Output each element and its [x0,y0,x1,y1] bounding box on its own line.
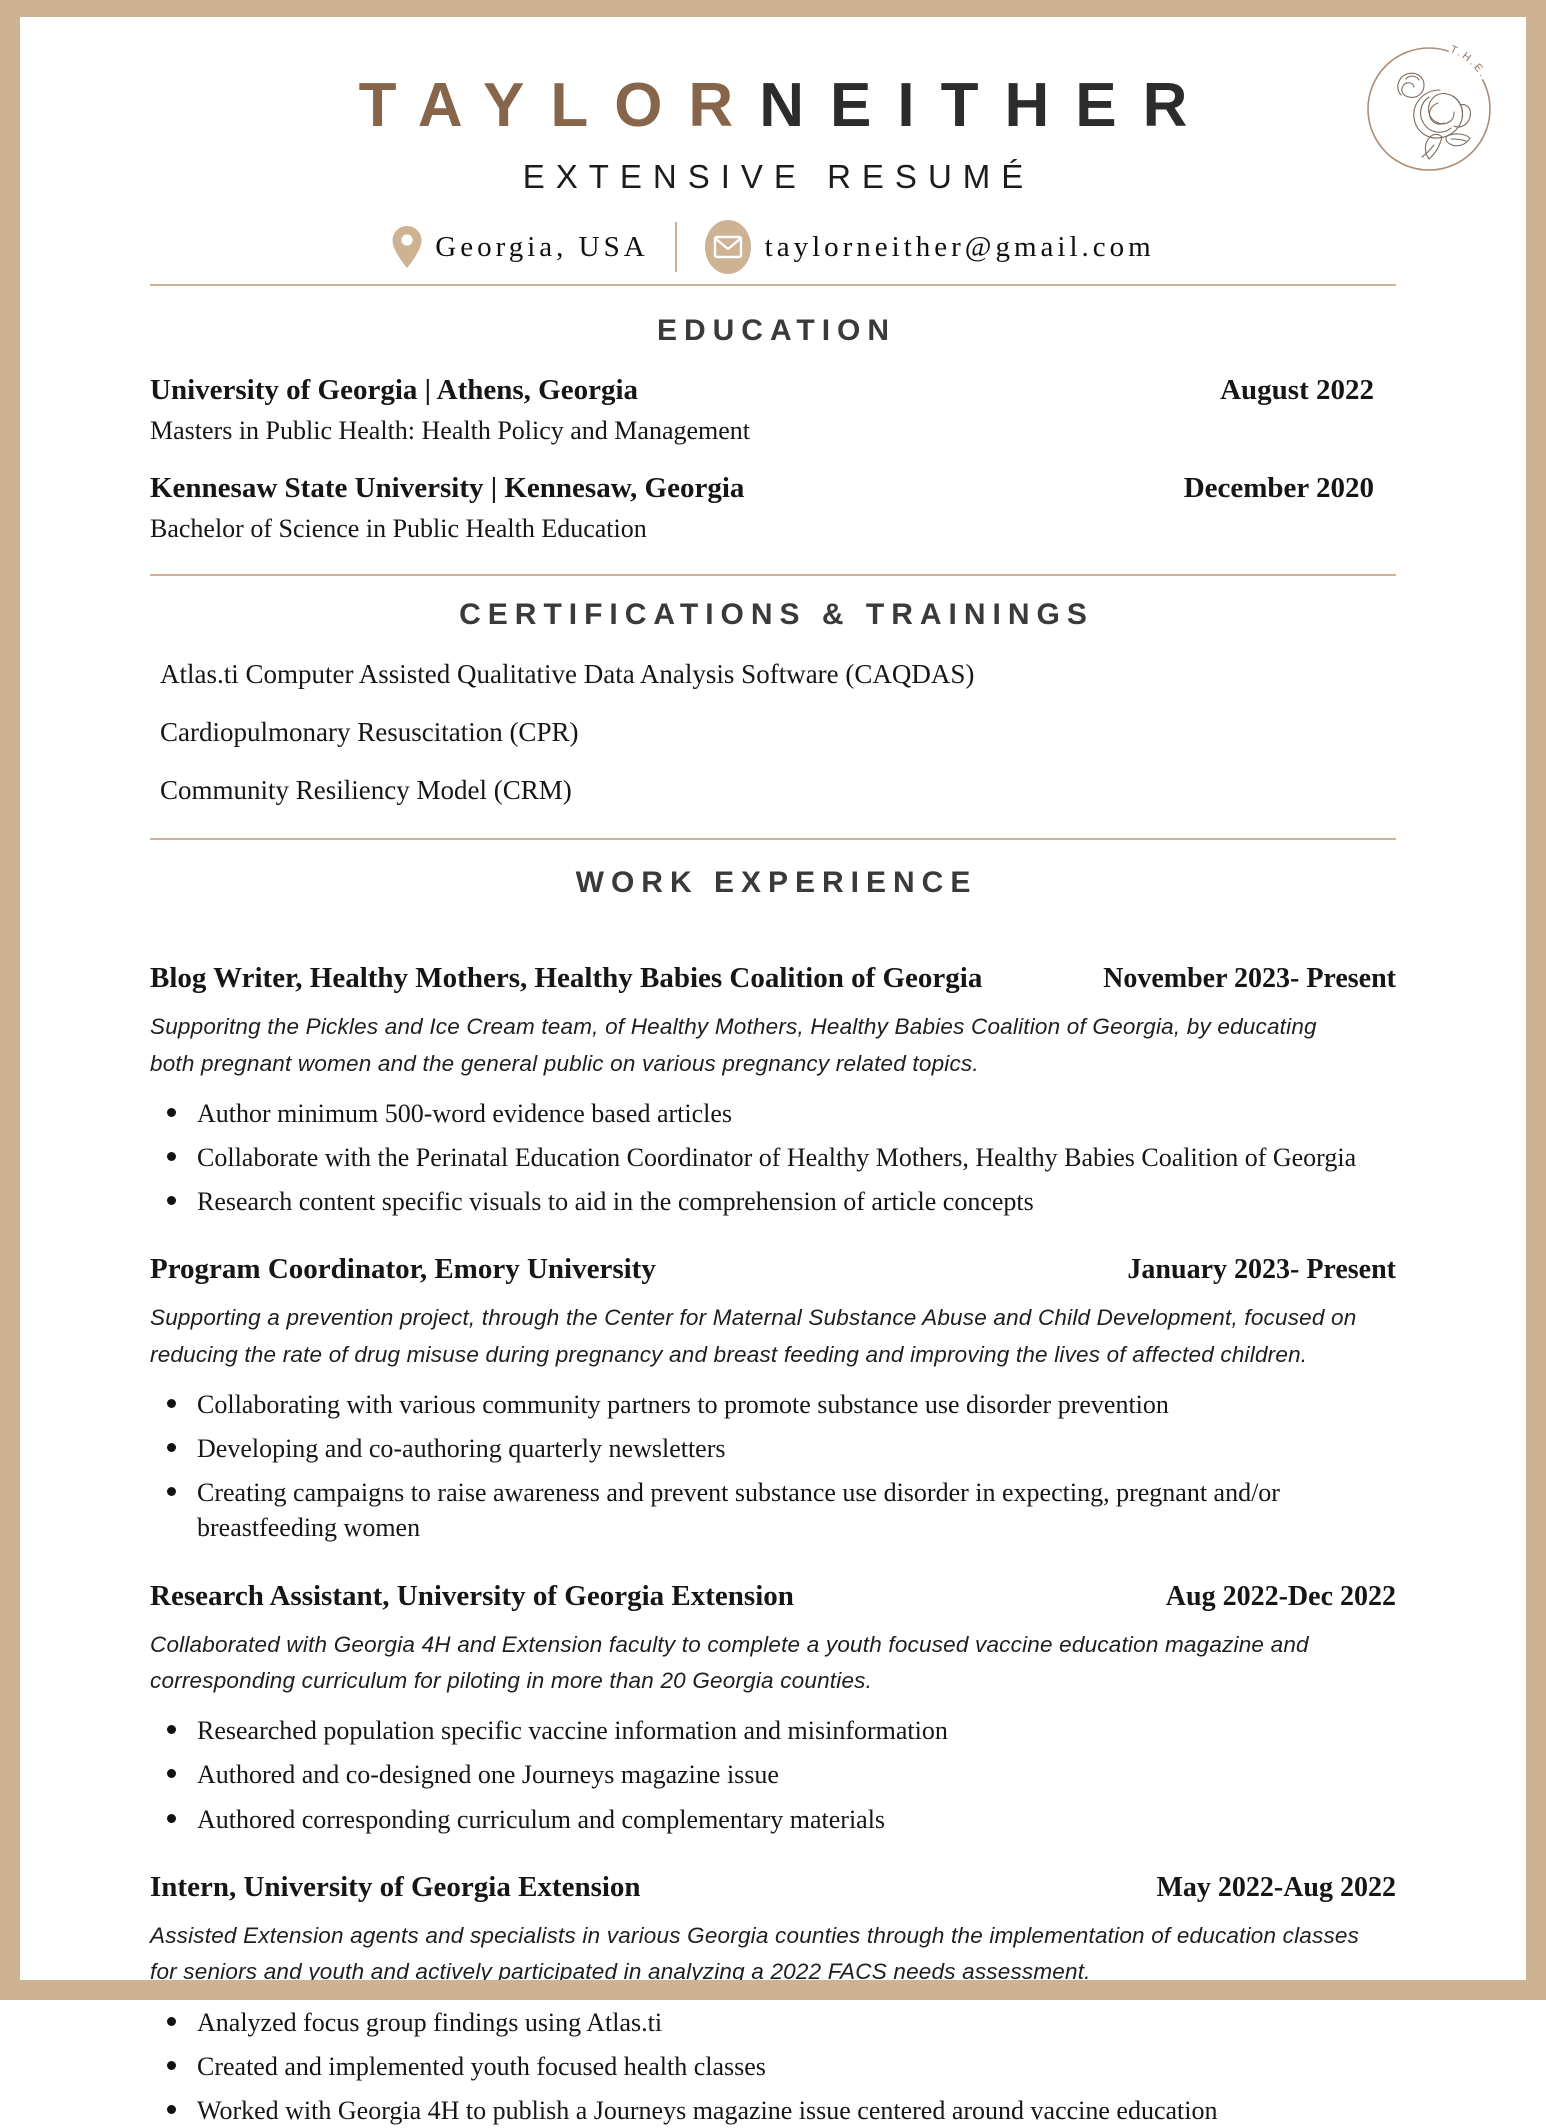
job-summary: Supporting a prevention project, through the Center for Maternal Substance Abuse and Child Development, focused on reducing the rate of drug misuse during pregnancy and breast feeding and improving the lives of affected children. [150,1305,1357,1367]
education-degree: Bachelor of Science in Public Health Education [150,514,647,544]
job-bullet: Collaborating with various community partners to promote substance use disorder prevention [150,1387,1396,1422]
job-date: May 2022-Aug 2022 [1156,1871,1396,1903]
certification-item: Community Resiliency Model (CRM) [160,775,572,806]
job-bullet: Researched population specific vaccine information and misinformation [150,1713,1396,1748]
education-date: August 2022 [1220,374,1374,407]
job-title: Research Assistant, University of Georgia Extension [150,1579,794,1612]
email-text: taylorneither@gmail.com [764,230,1155,263]
job-bullet-list [150,1096,1396,1219]
education-degree: Masters in Public Health: Health Policy and Management [150,416,751,446]
job-entry [150,1871,1396,2128]
person-first-name: TAYLOR [358,71,760,140]
job-title: Intern, University of Georgia Extension [150,1870,641,1903]
job-summary: Assisted Extension agents and specialists in various Georgia counties through the implementation of education classes for seniors and youth and actively participated in analyzing a 2022 FACS needs assessment. [150,1922,1360,1985]
job-entry [150,1253,1396,1545]
job-date: Aug 2022-Dec 2022 [1165,1580,1396,1612]
job-bullet: Analyzed focus group findings using Atlas.ti [150,2005,1396,2040]
contact-email [703,218,1155,276]
job-bullet: Authored and co-designed one Journeys magazine issue [150,1757,1396,1792]
contact-row [150,218,1396,276]
job-bullet: Research content specific visuals to aid in the comprehension of article concepts [150,1184,1396,1219]
resume-page [20,17,1526,2125]
education-entry [150,472,1396,544]
logo-monogram: T.H.E. [1448,43,1490,81]
job-date: November 2023- Present [1103,963,1396,995]
job-bullet-list [150,2005,1396,2128]
education-school: Kennesaw State University | Kennesaw, Georgia [150,472,745,505]
job-bullet: Creating campaigns to raise awareness and prevent substance use disorder in expecting, pregnant and/or breastfeeding women [150,1475,1396,1545]
education-date: December 2020 [1183,472,1374,505]
rose-emblem-icon [1354,33,1504,183]
person-last-name: NEITHER [759,71,1214,140]
job-entry [150,1580,1396,1837]
envelope-icon [703,218,753,276]
resume-subtitle: EXTENSIVE RESUMÉ [522,158,1035,196]
education-entry [150,374,1396,446]
job-bullet: Author minimum 500-word evidence based articles [150,1096,1396,1131]
map-pin-icon [391,225,423,269]
job-title: Program Coordinator, Emory University [150,1253,656,1286]
divider-below-certifications [150,838,1396,840]
job-bullet: Authored corresponding curriculum and complementary materials [150,1802,1396,1837]
contact-location [391,225,648,269]
job-entry [150,962,1396,1219]
education-school: University of Georgia | Athens, Georgia [150,374,639,407]
job-summary: Supporitng the Pickles and Ice Cream team, of Healthy Mothers, Healthy Babies Coalition of Georgia, by educating both pregnant women and the general public on various pregnancy related topics. [150,1014,1317,1076]
person-name [150,73,1396,138]
divider-under-contact [150,284,1396,286]
job-summary: Collaborated with Georgia 4H and Extension faculty to complete a youth focused vaccine education magazine and corresponding curriculum for piloting in more than 20 Georgia counties. [150,1631,1309,1693]
certification-item: Cardiopulmonary Resuscitation (CPR) [160,717,579,748]
work-experience-heading: WORK EXPERIENCE [575,866,978,900]
job-bullet-list [150,1713,1396,1836]
contact-divider [675,222,677,272]
job-bullet: Collaborate with the Perinatal Education Coordinator of Healthy Mothers, Healthy Babies Coalition of Georgia [150,1140,1396,1175]
job-bullet: Worked with Georgia 4H to publish a Journeys magazine issue centered around vaccine education [150,2093,1396,2128]
education-heading: EDUCATION [656,314,897,348]
job-bullet-list [150,1387,1396,1545]
job-title: Blog Writer, Healthy Mothers, Healthy Babies Coalition of Georgia [150,962,983,995]
job-date: January 2023- Present [1127,1254,1396,1286]
job-bullet: Created and implemented youth focused health classes [150,2049,1396,2084]
certification-item: Atlas.ti Computer Assisted Qualitative Data Analysis Software (CAQDAS) [160,659,975,690]
location-text: Georgia, USA [435,230,649,263]
certifications-heading: CERTIFICATIONS & TRAININGS [459,598,1094,632]
divider-above-certifications [150,574,1396,576]
job-bullet: Developing and co-authoring quarterly newsletters [150,1431,1396,1466]
